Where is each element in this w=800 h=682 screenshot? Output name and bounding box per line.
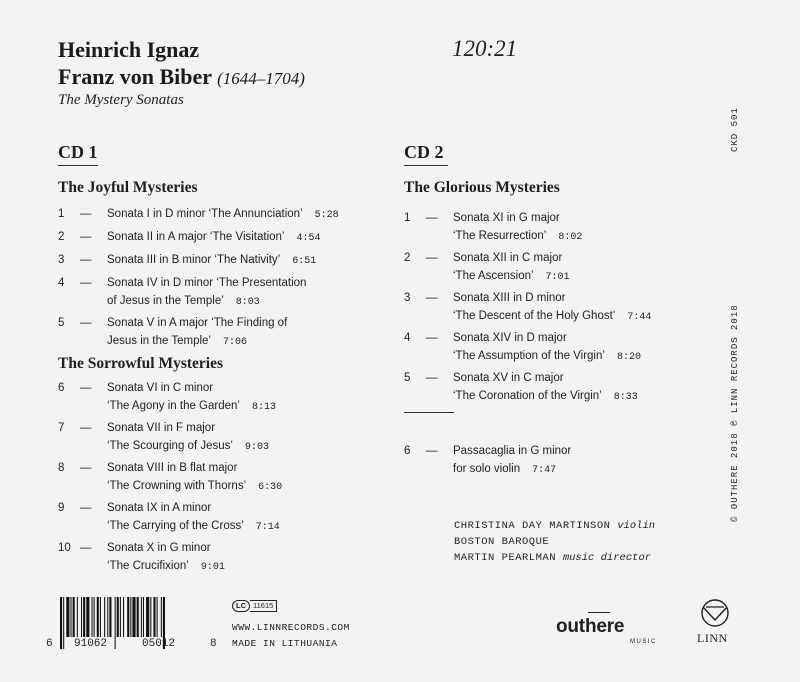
track-title: Sonata VIII in B flat major <box>107 462 238 474</box>
track-duration: 4:54 <box>296 233 321 244</box>
track-row <box>404 329 724 365</box>
made-in-text: MADE IN LITHUANIA <box>232 638 338 649</box>
track-title: ‘The Scourging of Jesus’ <box>107 440 233 452</box>
track-row <box>58 379 378 415</box>
track-title-line <box>453 209 560 227</box>
barcode-bar <box>137 597 139 637</box>
cd2-label: CD 2 <box>404 142 444 162</box>
credit-violin <box>454 520 655 532</box>
track-dash: — <box>80 231 92 243</box>
track-title: Passacaglia in G minor <box>453 445 572 457</box>
credit-director <box>454 552 651 564</box>
performer-role: violin <box>617 520 656 532</box>
linn-logo-icon <box>700 598 730 628</box>
barcode-bar <box>104 597 105 637</box>
copyright-text: © OUTHERE 2018 ℗ LINN RECORDS 2018 <box>730 304 740 522</box>
track-number: 4 <box>404 332 411 344</box>
barcode-bar <box>100 597 101 637</box>
barcode-bar <box>81 597 82 637</box>
track-number: 6 <box>404 445 411 457</box>
track-duration: 8:02 <box>558 232 583 243</box>
barcode-bar <box>97 597 99 637</box>
track-title: ‘The Assumption of the Virgin’ <box>453 350 605 362</box>
barcode-bar <box>146 597 149 637</box>
barcode-bar <box>115 597 116 649</box>
track-title-line <box>107 499 211 517</box>
barcode-bar <box>120 597 121 637</box>
track-dash: — <box>426 292 438 304</box>
track-title-line <box>107 205 339 225</box>
performer-name: CHRISTINA DAY MARTINSON <box>454 520 611 532</box>
composer-name-line1: Heinrich Ignaz <box>58 37 200 62</box>
outhere-logo-rule <box>588 612 610 613</box>
barcode-bar <box>71 597 72 637</box>
total-duration: 120:21 <box>452 36 518 61</box>
track-number: 9 <box>58 502 65 514</box>
track-title-line <box>107 292 260 312</box>
track-title: ‘The Descent of the Holy Ghost’ <box>453 310 616 322</box>
track-title: ‘The Ascension’ <box>453 270 534 282</box>
track-number: 10 <box>58 542 71 554</box>
track-title: Jesus in the Temple’ <box>107 335 211 347</box>
track-title-line <box>453 329 567 347</box>
barcode-bar <box>153 597 155 637</box>
track-row <box>58 251 378 269</box>
outhere-logo-sub: MUSIC <box>630 639 657 645</box>
track-title: Sonata III in B minor ‘The Nativity’ <box>107 254 281 266</box>
barcode-digit-check: 8 <box>210 638 217 650</box>
track-title: Sonata X in G minor <box>107 542 211 554</box>
track-title-line <box>107 314 287 332</box>
track-title: Sonata VII in F major <box>107 422 216 434</box>
barcode-bar <box>66 597 69 637</box>
credit-ensemble <box>454 536 549 548</box>
track-row <box>58 499 378 535</box>
barcode-bar <box>143 597 144 637</box>
track-title: Sonata I in D minor ‘The Annunciation’ <box>107 208 303 220</box>
track-title-line <box>107 379 213 397</box>
barcode-bar <box>77 597 78 637</box>
barcode-bar <box>63 597 64 649</box>
track-title-line <box>453 289 566 307</box>
track-title-line <box>107 274 306 292</box>
track-title-line <box>453 307 651 327</box>
catalog-number: CKD 501 <box>730 107 740 152</box>
track-duration: 5:28 <box>314 210 339 221</box>
barcode-bar <box>73 597 75 637</box>
track-title: ‘The Agony in the Garden’ <box>107 400 240 412</box>
track-row <box>58 274 378 310</box>
track-title: Sonata XIV in D major <box>453 332 567 344</box>
barcode-digits-left: 91062 <box>74 638 108 650</box>
track-number: 2 <box>58 231 65 243</box>
label-code-number: 11615 <box>250 600 277 612</box>
track-title-line <box>107 419 215 437</box>
section-joyful: The Joyful Mysteries <box>58 179 198 196</box>
track-number: 3 <box>404 292 411 304</box>
track-title-line <box>453 249 562 267</box>
track-row <box>58 539 378 575</box>
track-duration: 7:47 <box>532 465 557 476</box>
track-title: Sonata II in A major ‘The Visitation’ <box>107 231 285 243</box>
track-title-line <box>107 437 269 457</box>
track-dash: — <box>80 462 92 474</box>
track-title-line <box>107 228 321 248</box>
barcode-digit-lead: 6 <box>46 638 53 650</box>
linn-logo-text: LINN <box>697 631 728 645</box>
barcode-bar <box>92 597 93 637</box>
track-title: Sonata XIII in D minor <box>453 292 566 304</box>
track-dash: — <box>80 502 92 514</box>
track-title-line <box>453 442 571 460</box>
track-title-line <box>453 369 564 387</box>
track-duration: 7:06 <box>222 337 247 348</box>
track-title-line <box>107 397 276 417</box>
track-row <box>58 419 378 455</box>
barcode-bar <box>157 597 158 637</box>
track-title: Sonata XV in C major <box>453 372 564 384</box>
track-dash: — <box>426 252 438 264</box>
track-row <box>404 442 724 478</box>
barcode-bar <box>141 597 142 637</box>
cd1-underline <box>58 165 98 166</box>
track-dash: — <box>426 212 438 224</box>
track-title: for solo violin <box>453 463 521 475</box>
track-number: 3 <box>58 254 65 266</box>
track-number: 1 <box>58 208 65 220</box>
track-duration: 6:51 <box>292 256 317 267</box>
track-row <box>404 369 724 405</box>
track-title: ‘The Crowning with Thorns’ <box>107 480 247 492</box>
track-row <box>58 205 378 223</box>
work-title: The Mystery Sonatas <box>58 92 184 108</box>
track-row <box>404 209 724 245</box>
track-duration: 8:13 <box>251 402 276 413</box>
track-dash: — <box>426 372 438 384</box>
track-number: 2 <box>404 252 411 264</box>
track-title: ‘The Coronation of the Virgin’ <box>453 390 602 402</box>
track-title: ‘The Crucifixion’ <box>107 560 189 572</box>
performer-name: BOSTON BAROQUE <box>454 536 550 548</box>
track-duration: 6:30 <box>258 482 283 493</box>
label-code-prefix: LC <box>232 600 250 612</box>
composer-dates: (1644–1704) <box>217 69 305 88</box>
track-title-line <box>453 347 641 367</box>
track-duration: 8:03 <box>235 297 260 308</box>
track-row <box>58 314 378 350</box>
performer-role: music director <box>562 552 652 564</box>
performer-name: MARTIN PEARLMAN <box>454 552 557 564</box>
track-dash: — <box>80 254 92 266</box>
track-number: 8 <box>58 462 65 474</box>
track-title: of Jesus in the Temple’ <box>107 295 224 307</box>
barcode-bar <box>107 597 108 637</box>
track-row <box>58 228 378 246</box>
track-title-line <box>453 387 638 407</box>
track-title-line <box>107 477 282 497</box>
track-duration: 8:20 <box>616 352 641 363</box>
track-title-line <box>107 517 280 537</box>
cd1-label: CD 1 <box>58 142 98 162</box>
composer-surname: Franz von Biber <box>58 64 212 89</box>
track-dash: — <box>80 542 92 554</box>
barcode-bar <box>130 597 131 637</box>
track-title-line <box>453 227 582 247</box>
track-duration: 9:03 <box>244 442 269 453</box>
track-duration: 7:44 <box>627 312 652 323</box>
track-title-line <box>107 459 237 477</box>
cd2-underline <box>404 165 448 166</box>
separator-rule <box>404 412 454 413</box>
track-title-line <box>107 251 316 271</box>
barcode-bar <box>83 597 85 637</box>
track-number: 7 <box>58 422 65 434</box>
barcode-bar <box>132 597 135 637</box>
outhere-logo: outhere <box>556 616 625 637</box>
barcode-bar <box>161 597 162 637</box>
section-sorrowful: The Sorrowful Mysteries <box>58 355 224 372</box>
barcode-bar <box>117 597 119 637</box>
barcode-bar <box>150 597 151 637</box>
track-dash: — <box>426 445 438 457</box>
track-title: Sonata XII in C major <box>453 252 563 264</box>
section-glorious: The Glorious Mysteries <box>404 179 560 196</box>
composer-name-line2 <box>58 63 305 93</box>
website-url: WWW.LINNRECORDS.COM <box>232 622 350 633</box>
barcode-bar <box>86 597 89 637</box>
track-duration: 8:33 <box>613 392 638 403</box>
track-number: 1 <box>404 212 411 224</box>
label-code-logo <box>232 600 277 612</box>
track-title: Sonata VI in C minor <box>107 382 214 394</box>
track-dash: — <box>80 382 92 394</box>
barcode-bar <box>127 597 129 637</box>
track-row <box>404 289 724 325</box>
track-dash: — <box>80 317 92 329</box>
track-number: 4 <box>58 277 65 289</box>
barcode-bar <box>123 597 124 637</box>
track-row <box>404 249 724 285</box>
track-title: ‘The Resurrection’ <box>453 230 547 242</box>
barcode-bar <box>109 597 111 637</box>
barcode-bar <box>60 597 62 649</box>
track-duration: 7:14 <box>255 522 280 533</box>
track-title-line <box>107 557 225 577</box>
track-dash: — <box>80 422 92 434</box>
track-title-line <box>107 539 211 557</box>
track-number: 6 <box>58 382 65 394</box>
track-row <box>58 459 378 495</box>
track-duration: 9:01 <box>200 562 225 573</box>
track-title: Sonata V in A major ‘The Finding of <box>107 317 288 329</box>
track-title-line <box>453 267 570 287</box>
track-number: 5 <box>58 317 65 329</box>
track-dash: — <box>80 208 92 220</box>
track-title-line <box>453 460 556 480</box>
barcode-bar <box>94 597 95 637</box>
track-title: ‘The Carrying of the Cross’ <box>107 520 244 532</box>
track-dash: — <box>80 277 92 289</box>
barcode-digits-right: 05012 <box>142 638 176 650</box>
track-duration: 7:01 <box>545 272 570 283</box>
track-title: Sonata XI in G major <box>453 212 560 224</box>
track-number: 5 <box>404 372 411 384</box>
track-title-line <box>107 332 247 352</box>
track-title: Sonata IV in D minor ‘The Presentation <box>107 277 307 289</box>
track-dash: — <box>426 332 438 344</box>
track-title: Sonata IX in A minor <box>107 502 212 514</box>
